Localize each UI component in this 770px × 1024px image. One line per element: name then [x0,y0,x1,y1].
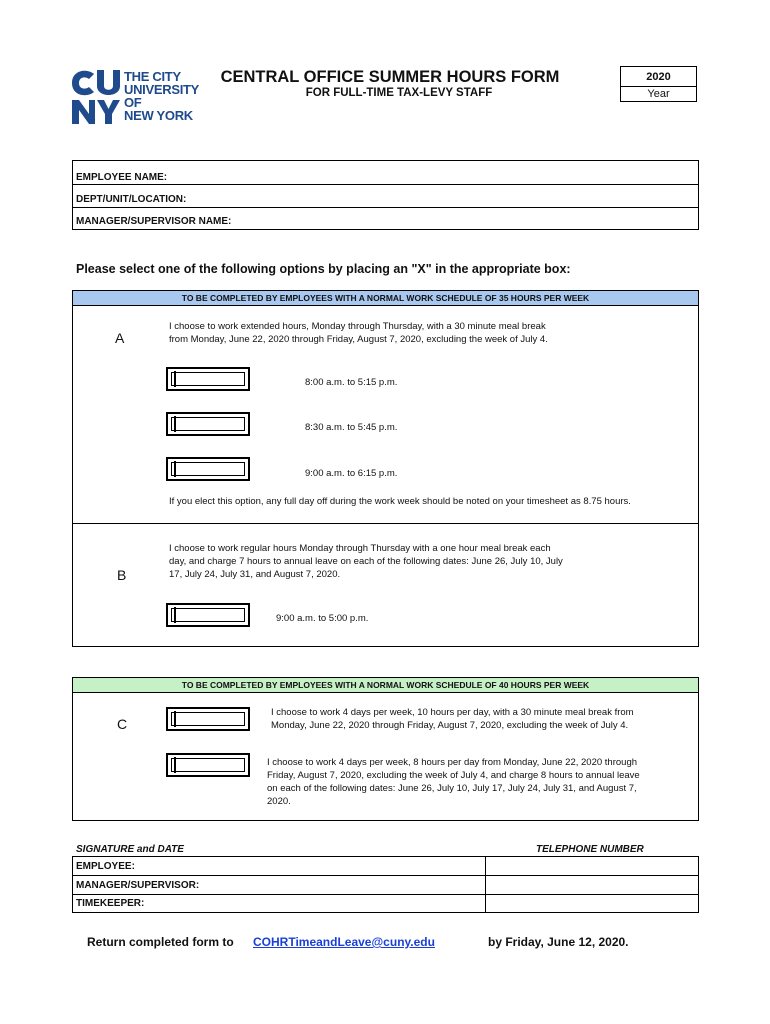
text-line: Friday, August 7, 2020, excluding the week of July 4, and charge 8 hours to annual leave [267,770,640,781]
section-35-hours [72,290,699,647]
timekeeper-signature-label: TIMEKEEPER: [76,898,145,909]
employee-name-field[interactable] [73,161,698,184]
text-line: on each of the following dates: June 26, July 10, July 17, July 24, July 31, and August 7, [267,783,637,794]
section-40-heading: TO BE COMPLETED BY EMPLOYEES WITH A NORMAL WORK SCHEDULE OF 40 HOURS PER WEEK [73,678,698,693]
deadline-text: by Friday, June 12, 2020. [488,935,629,949]
section-40-hours [72,677,699,821]
checkbox-b-900[interactable] [166,603,250,627]
employee-telephone-field[interactable] [486,857,697,875]
email-link[interactable]: COHRTimeandLeave@cuny.edu [253,935,435,949]
text-line: from Monday, June 22, 2020 through Friday, August 7, 2020, excluding the week of July 4. [169,334,548,345]
employee-signature-label: EMPLOYEE: [76,861,135,872]
option-c1-description [271,706,691,732]
form-title: CENTRAL OFFICE SUMMER HOURS FORM [220,68,560,86]
logo-line: OF [124,95,142,110]
logo-line: THE CITY [124,69,181,84]
checkbox-c-8hr[interactable] [166,753,250,777]
option-c-letter: C [117,716,128,732]
dept-field[interactable] [73,185,698,207]
option-a-description [169,320,689,346]
option-a-note: If you elect this option, any full day off during the work week should be noted on your timesheet as 8.75 hours. [169,496,631,507]
time-label: 8:30 a.m. to 5:45 p.m. [305,422,398,433]
text-line: 17, July 24, July 31, and August 7, 2020. [169,569,341,580]
employee-name-label: EMPLOYEE NAME: [76,172,168,183]
divider [73,523,698,524]
text-line: day, and charge 7 hours to annual leave on each of the following dates: June 26, July 10, July [169,556,563,567]
logo-line: NEW YORK [124,108,193,123]
checkbox-a-830[interactable] [166,412,250,436]
divider [72,912,699,913]
year-value[interactable]: 2020 [646,71,671,83]
text-line: I choose to work 4 days per week, 8 hours per day from Monday, June 22, 2020 through [267,757,638,768]
employee-signature-field[interactable] [232,857,484,875]
employee-info-table [72,160,699,230]
telephone-title: TELEPHONE NUMBER [536,844,644,855]
section-35-heading: TO BE COMPLETED BY EMPLOYEES WITH A NORMAL WORK SCHEDULE OF 35 HOURS PER WEEK [73,291,698,306]
text-line: I choose to work 4 days per week, 10 hours per day, with a 30 minute meal break from [271,707,634,718]
manager-name-field[interactable] [73,208,698,229]
time-label: 9:00 a.m. to 6:15 p.m. [305,468,398,479]
form-subtitle: FOR FULL-TIME TAX-LEVY STAFF [305,87,493,99]
manager-signature-label: MANAGER/SUPERVISOR: [76,880,200,891]
cuny-logo [70,68,122,126]
manager-telephone-field[interactable] [486,876,697,894]
divider [621,86,696,87]
text-line: 2020. [267,796,291,807]
signature-title: SIGNATURE and DATE [76,844,184,855]
option-c2-description [267,756,687,808]
year-label: Year [647,88,670,100]
option-a-letter: A [115,330,125,346]
manager-signature-field[interactable] [232,876,484,894]
dept-label: DEPT/UNIT/LOCATION: [76,194,187,205]
time-label: 8:00 a.m. to 5:15 p.m. [305,377,398,388]
checkbox-a-900[interactable] [166,457,250,481]
option-b-description [169,542,689,581]
divider [72,856,73,913]
signature-table [72,856,699,913]
instruction-text: Please select one of the following options by placing an "X" in the appropriate box: [76,262,571,276]
logo-line: UNIVERSITY [124,82,200,97]
text-line: Monday, June 22, 2020 through Friday, August 7, 2020, excluding the week of July 4. [271,720,629,731]
checkbox-a-800[interactable] [166,367,250,391]
manager-name-label: MANAGER/SUPERVISOR NAME: [76,216,232,227]
text-line: I choose to work regular hours Monday through Thursday with a one hour meal break each [169,543,551,554]
return-instruction: Return completed form to [87,935,234,949]
time-label: 9:00 a.m. to 5:00 p.m. [276,613,369,624]
option-b-letter: B [117,567,127,583]
year-box[interactable] [620,66,697,102]
cuny-logo-text [124,70,199,122]
timekeeper-signature-field[interactable] [232,895,484,912]
divider [698,856,699,913]
text-line: I choose to work extended hours, Monday through Thursday, with a 30 minute meal break [169,321,546,332]
timekeeper-telephone-field[interactable] [486,895,697,912]
checkbox-c-10hr[interactable] [166,707,250,731]
